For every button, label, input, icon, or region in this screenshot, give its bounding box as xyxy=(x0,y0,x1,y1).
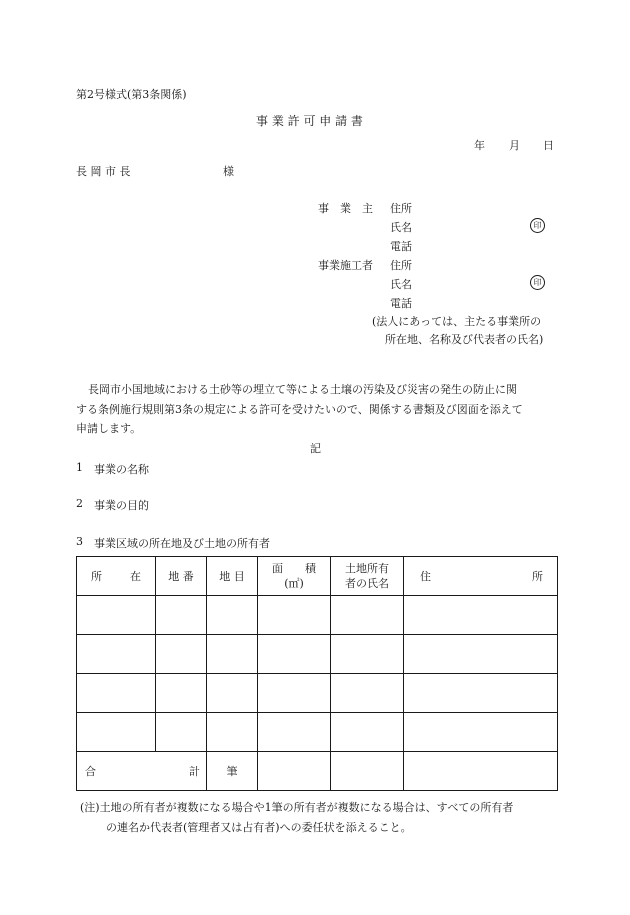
land-table xyxy=(76,556,558,791)
owner-address-label: 住所 xyxy=(390,202,412,215)
contractor-seal-icon: 印 xyxy=(530,275,545,290)
total-area-cell[interactable] xyxy=(258,752,331,791)
item-3-number: 3 xyxy=(76,535,83,548)
header-location-a: 所 xyxy=(91,569,102,583)
contractor-name-label: 氏名 xyxy=(390,278,412,291)
owner-phone-label: 電話 xyxy=(390,240,412,253)
note-line-2: の連名か代表者(管理者又は占有者)への委任状を添えること。 xyxy=(106,821,412,834)
item-1-label: 事業の名称 xyxy=(94,463,149,476)
item-1-number: 1 xyxy=(76,461,83,474)
corporate-note-line-1: (法人にあっては、主たる事業所の xyxy=(372,315,542,328)
contractor-phone-label: 電話 xyxy=(390,297,412,310)
table-header-row xyxy=(77,557,558,596)
body-line-1: 長岡市小国地域における土砂等の埋立て等による土壌の汚染及び災害の発生の防止に関 xyxy=(88,383,517,396)
header-location-b: 在 xyxy=(130,569,141,583)
cell-area[interactable] xyxy=(258,596,331,635)
addressee-honorific: 様 xyxy=(223,165,234,178)
header-area-unit: (㎡) xyxy=(284,577,304,590)
owner-name-label: 氏名 xyxy=(390,221,412,234)
cell-owner-name[interactable] xyxy=(331,674,404,713)
cell-lot-number[interactable] xyxy=(156,635,207,674)
item-3-label: 事業区域の所在地及び土地の所有者 xyxy=(94,537,270,550)
cell-location[interactable] xyxy=(77,596,156,635)
addressee-name: 長 岡 市 長 xyxy=(76,165,131,178)
total-label-b: 計 xyxy=(189,765,200,778)
cell-address[interactable] xyxy=(404,635,558,674)
header-area xyxy=(258,557,331,596)
header-address-b: 所 xyxy=(532,569,543,583)
body-line-3: 申請します。 xyxy=(76,422,142,435)
total-parcel-count-cell[interactable] xyxy=(207,752,258,791)
item-2-number: 2 xyxy=(76,497,83,510)
date-month: 月 xyxy=(509,139,520,152)
header-owner-line-1: 土地所有 xyxy=(345,562,389,575)
document-title: 事 業 許 可 申 請 書 xyxy=(256,114,363,128)
owner-seal-icon: 印 xyxy=(530,218,545,233)
cell-area[interactable] xyxy=(258,674,331,713)
cell-address[interactable] xyxy=(404,674,558,713)
total-address-cell[interactable] xyxy=(404,752,558,791)
cell-land-category[interactable] xyxy=(207,596,258,635)
cell-location[interactable] xyxy=(77,713,156,752)
header-owner-line-2: 者の氏名 xyxy=(345,577,389,590)
total-owner-cell[interactable] xyxy=(331,752,404,791)
cell-location[interactable] xyxy=(77,635,156,674)
header-area-b: 積 xyxy=(305,562,316,575)
table-row xyxy=(77,674,558,713)
form-label: 第2号様式(第3条関係) xyxy=(76,88,187,101)
note-line-1: (注)土地の所有者が複数になる場合や1筆の所有者が複数になる場合は、すべての所有者 xyxy=(80,801,514,814)
cell-owner-name[interactable] xyxy=(331,635,404,674)
table-total-row xyxy=(77,752,558,791)
cell-address[interactable] xyxy=(404,596,558,635)
header-area-a: 面 xyxy=(272,562,283,575)
item-2-label: 事業の目的 xyxy=(94,499,149,512)
total-label-cell xyxy=(77,752,207,791)
header-lot-number: 地 番 xyxy=(156,557,207,596)
table-row xyxy=(77,596,558,635)
role-contractor: 事業施工者 xyxy=(318,259,373,272)
cell-owner-name[interactable] xyxy=(331,713,404,752)
role-owner: 事 業 主 xyxy=(318,202,373,215)
cell-lot-number[interactable] xyxy=(156,596,207,635)
cell-land-category[interactable] xyxy=(207,635,258,674)
header-owner-name xyxy=(331,557,404,596)
date-day: 日 xyxy=(543,139,554,152)
header-address xyxy=(404,557,558,596)
cell-land-category[interactable] xyxy=(207,674,258,713)
header-land-category: 地 目 xyxy=(207,557,258,596)
table-row xyxy=(77,635,558,674)
corporate-note-line-2: 所在地、名称及び代表者の氏名) xyxy=(385,333,544,346)
cell-address[interactable] xyxy=(404,713,558,752)
header-address-a: 住 xyxy=(420,569,431,583)
contractor-address-label: 住所 xyxy=(390,259,412,272)
cell-lot-number[interactable] xyxy=(156,713,207,752)
cell-land-category[interactable] xyxy=(207,713,258,752)
date-year: 年 xyxy=(474,139,485,152)
cell-owner-name[interactable] xyxy=(331,596,404,635)
cell-area[interactable] xyxy=(258,713,331,752)
cell-lot-number[interactable] xyxy=(156,674,207,713)
header-location xyxy=(77,557,156,596)
table-row xyxy=(77,713,558,752)
body-line-2: する条例施行規則第3条の規定による許可を受けたいので、関係する書類及び図面を添えて xyxy=(76,403,523,416)
total-label-a: 合 xyxy=(85,765,96,778)
ki-marker: 記 xyxy=(310,442,321,455)
total-unit-label: 筆 xyxy=(226,765,238,778)
cell-location[interactable] xyxy=(77,674,156,713)
cell-area[interactable] xyxy=(258,635,331,674)
